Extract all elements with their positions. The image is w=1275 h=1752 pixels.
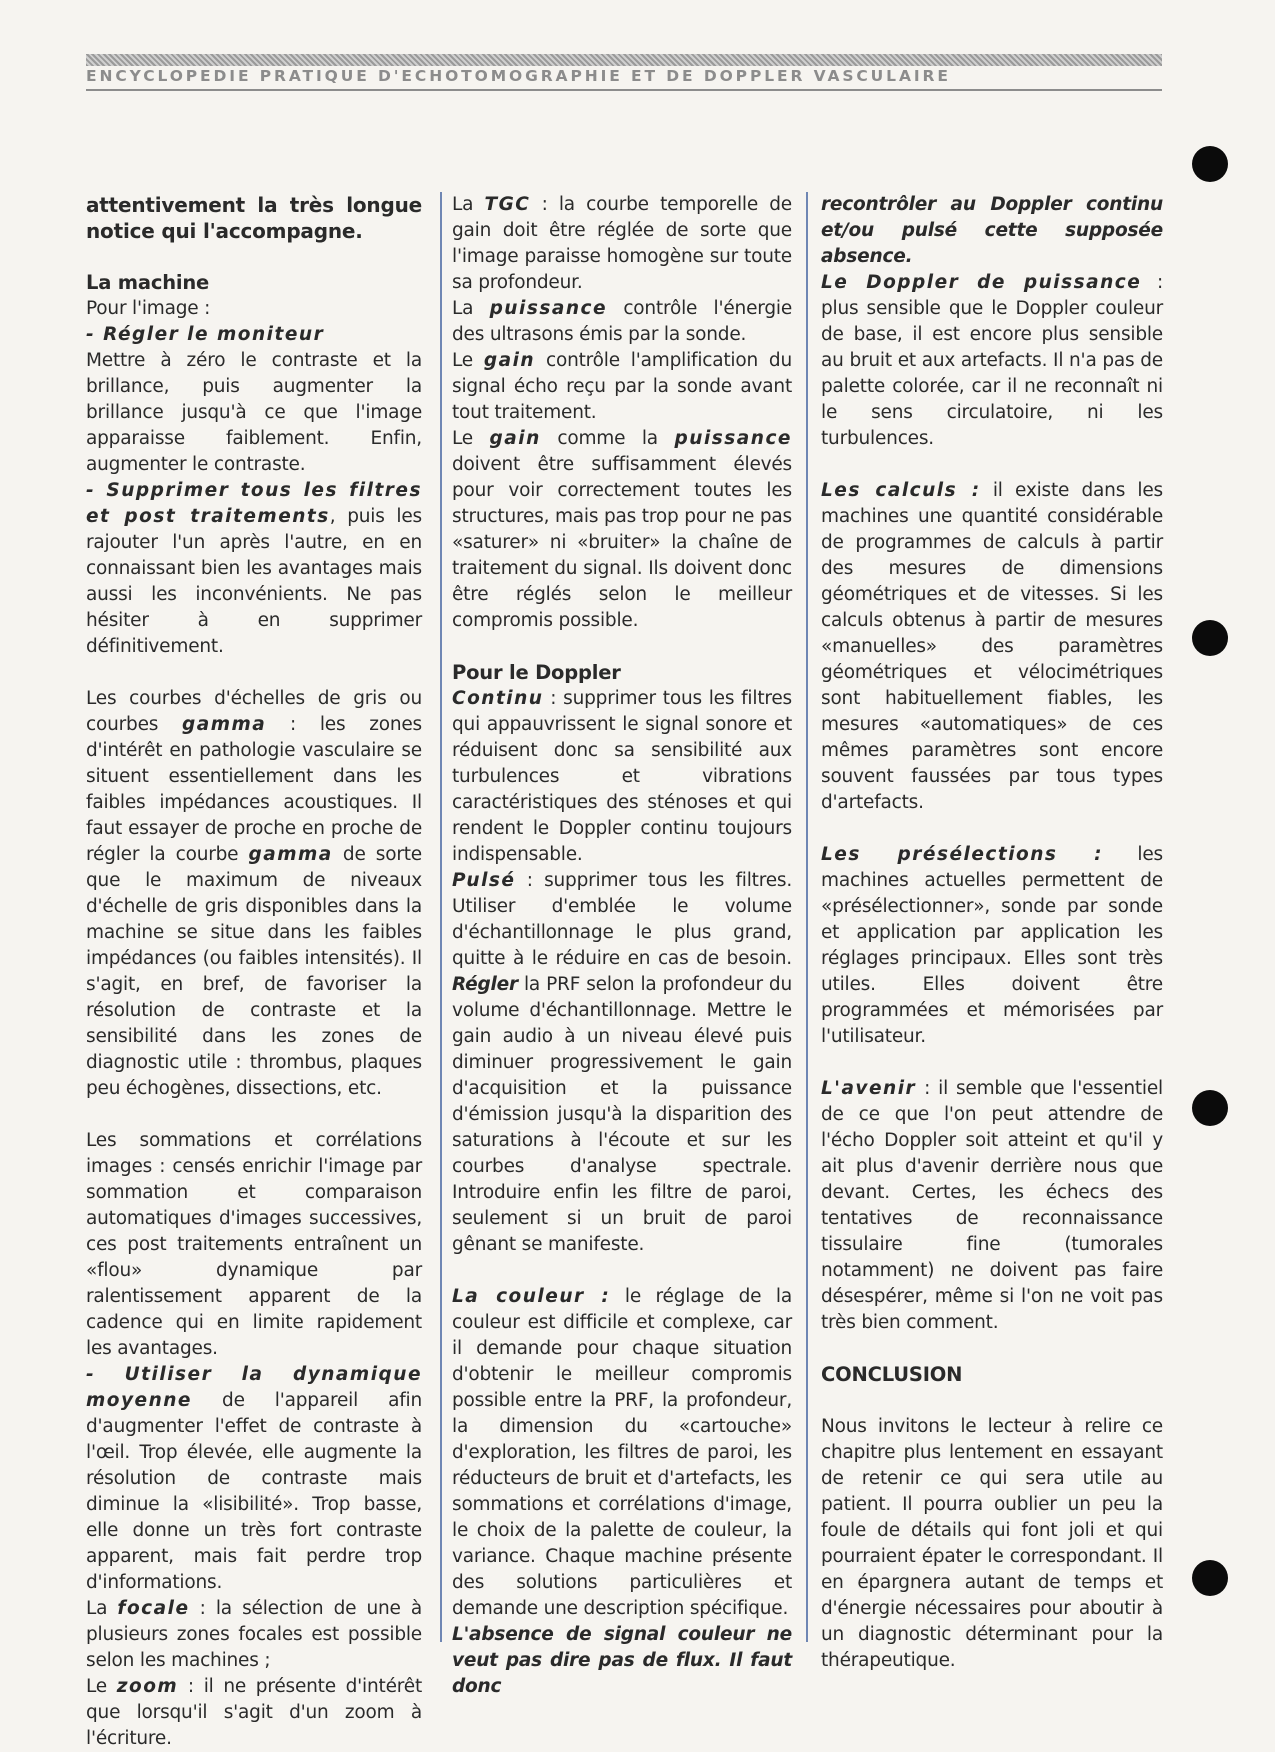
term-preselections: Les présélections : (821, 844, 1104, 865)
term-tgc: TGC (484, 194, 531, 215)
binder-hole-3 (1192, 1090, 1228, 1126)
gain-text-b: contrôle l'amplification du signal écho reçu par la sonde avant tout traitement. (452, 350, 792, 423)
focale-text-b: : la sélection de une à plusieurs zones focales est possible selon les machines ; (86, 1598, 422, 1671)
paragraph-filtres (86, 478, 422, 660)
preselections-text: les machines actuelles permettent de «présélectionner», sonde par sonde et application par application les réglages principaux. Elles sont très utiles. Elles doivent être programmées et mémorisées par l'utilisateur. (821, 844, 1163, 1047)
pulse-text-b: la PRF selon la profondeur du volume d'échantillonnage. Mettre le gain audio à un niveau élevé puis diminuer progressivement le gain d'acquisition et la puissance d'émission jusqu'à la disparition des saturations à l'écoute et sur les courbes d'analyse spectrale. Introduire enfin les filtre de paroi, seulement si un bruit de paroi gênant se manifeste. (452, 974, 792, 1255)
running-header: ENCYCLOPEDIE PRATIQUE D'ECHOTOMOGRAPHIE ET DE DOPPLER VASCULAIRE (86, 67, 951, 85)
term-dynamique: - Utiliser la dynamique moyenne (86, 1364, 422, 1411)
paragraph-focale (86, 1596, 422, 1674)
gp-text-b: comme la (540, 428, 675, 449)
term-gain: gain (483, 350, 536, 371)
paragraph-doppler-puissance (821, 270, 1163, 452)
paragraph-recontroler: recontrôler au Doppler continu et/ou pulsé cette supposée absence. (821, 194, 1163, 267)
gp-text-a: Le (452, 428, 490, 449)
paragraph-preselections (821, 842, 1163, 1050)
term-continu: Continu (452, 688, 544, 709)
paragraph-zoom (86, 1674, 422, 1752)
gain-text-a: Le (452, 350, 484, 371)
paragraph-sommations: Les sommations et corrélations images : censés enrichir l'image par sommation et comparaison automatiques d'images successives, ces post traitements entraînent un «flou» dynamique par ralentissement apparent de la cadence qui en limite rapidement les avantages. (86, 1130, 422, 1359)
gp-text-c: doivent être suffisamment élevés pour voir correctement toutes les structures, mais pas trop pour ne pas «saturer» ni «bruiter» la chaîne de traitement du signal. Ils doivent donc être réglés selon le meilleur compromis possible. (452, 454, 792, 631)
paragraph-moniteur: Mettre à zéro le contraste et la brillance, puis augmenter la brillance jusqu'à ce que l'image apparaisse faiblement. Enfin, augmenter le contraste. (86, 350, 422, 475)
header-rule (86, 89, 1162, 91)
image-intro: Pour l'image : (86, 298, 211, 319)
term-puissance-2: puissance (674, 428, 792, 449)
term-calculs: Les calculs : (821, 480, 981, 501)
couleur-text: le réglage de la couleur est difficile et complexe, car il demande pour chaque situation d'obtenir le meilleur compromis possible entre la PRF, la profondeur, la dimension du «cartouche» d'exploration, les filtres de paroi, les réducteurs de bruit et d'artefacts, les sommations et corrélations d'image, le choix de la palette de couleur, la variance. Chaque machine présente des solutions particulières et demande une description spécifique. (452, 1286, 792, 1619)
text-column-2 (452, 192, 792, 1700)
gamma-text-b: : les zones d'intérêt en pathologie vasculaire se situent essentiellement dans les faibles impédances acoustiques. Il faut essayer de proche en proche de régler la courbe (86, 714, 422, 865)
tgc-text-b: : la courbe temporelle de gain doit être réglée de sorte que l'image paraisse homogène sur toute sa profondeur. (452, 194, 792, 293)
term-puissance: puissance (489, 298, 608, 319)
paragraph-tgc (452, 192, 792, 296)
term-gain-2: gain (489, 428, 541, 449)
paragraph-pulse (452, 868, 792, 1258)
dynamique-text: de l'appareil afin d'augmenter l'effet de contraste à l'œil. Trop élevée, elle augmente la résolution de contraste mais diminue la «lisibilité». Trop basse, elle donne un très fort contraste apparent, mais fait perdre trop d'informations. (86, 1390, 422, 1593)
focale-text-a: La (86, 1598, 118, 1619)
lead-paragraph: attentivement la très longue notice qui l'accompagne. (86, 193, 422, 243)
binder-hole-2 (1192, 620, 1228, 656)
heading-machine: La machine (86, 271, 210, 294)
paragraph-gain-puissance (452, 426, 792, 634)
term-pulse: Pulsé (452, 870, 516, 891)
paragraph-dynamique (86, 1362, 422, 1596)
tgc-text-a: La (452, 194, 485, 215)
calculs-text: il existe dans les machines une quantité considérable de programmes de calculs à partir des mesures de dimensions géométriques et de vitesses. Si les calculs obtenus à partir de mesures «manuelles» des paramètres géométriques et vélocimétriques sont habituellement fiables, les mesures «automatiques» de ces mêmes paramètres sont encore souvent faussées par tous types d'artefacts. (821, 480, 1163, 813)
column-divider-2 (806, 192, 808, 1642)
zoom-text-b: : il ne présente d'intérêt que lorsqu'il s'agit d'un zoom à l'écriture. (86, 1676, 422, 1749)
binder-hole-4 (1192, 1560, 1228, 1596)
pulse-text-a: : supprimer tous les filtres. Utiliser d'emblée le volume d'échantillonnage le plus grand, quitte à le réduire en cas de besoin. (452, 870, 792, 969)
doppler-puissance-text: : plus sensible que le Doppler couleur de base, il est encore plus sensible au bruit et aux artefacts. Il n'a pas de palette colorée, car il ne reconnaît ni le sens circulatoire, ni les turbulences. (821, 272, 1163, 449)
term-gamma-2: gamma (248, 844, 333, 865)
zoom-text-a: Le (86, 1676, 117, 1697)
term-moniteur: - Régler le moniteur (86, 324, 325, 345)
term-couleur: La couleur : (452, 1286, 611, 1307)
gamma-text-c: de sorte que le maximum de niveaux d'échelle de gris disponibles dans la machine se situe dans les faibles impédances (ou faibles intensités). Il s'agit, en bref, de favoriser la résolution de contraste et la sensibilité dans les zones de diagnostic utile : thrombus, plaques peu échogènes, dissections, etc. (86, 844, 422, 1099)
term-avenir: L'avenir (821, 1078, 917, 1099)
heading-conclusion: CONCLUSION (821, 1363, 963, 1386)
avenir-text: : il semble que l'essentiel de ce que l'on peut attendre de l'écho Doppler soit atteint et qu'il y ait plus d'avenir derrière nous que devant. Certes, les échecs des tentatives de reconnaissance tissulaire fine (tumorales notamment) ne doivent pas faire désespérer, même si l'on ne voit pas très bien comment. (821, 1078, 1163, 1333)
puissance-text-a: La (452, 298, 490, 319)
puissance-text-b: contrôle l'énergie des ultrasons émis par la sonde. (452, 298, 792, 345)
binder-hole-1 (1192, 146, 1228, 182)
header-pattern-bar (86, 54, 1162, 66)
paragraph-continu (452, 686, 792, 868)
filtres-text: , puis les rajouter l'un après l'autre, en en connaissant bien les avantages mais aussi les inconvénients. Ne pas hésiter à en supprimer définitivement. (86, 506, 422, 657)
paragraph-gamma (86, 686, 422, 1102)
paragraph-calculs (821, 478, 1163, 816)
text-column-1 (86, 192, 422, 1752)
paragraph-couleur (452, 1284, 792, 1622)
term-gamma: gamma (181, 714, 267, 735)
paragraph-absence: L'absence de signal couleur ne veut pas dire pas de flux. Il faut donc (452, 1624, 792, 1697)
paragraph-conclusion: Nous invitons le lecteur à relire ce chapitre plus lentement en essayant de retenir ce qui sera utile au patient. Il pourra oublier un peu la foule de détails qui font joli et qui pourraient épater le correspondant. Il en épargnera autant de temps et d'énergie nécessaires pour aboutir à un diagnostic déterminant pour la thérapeutique. (821, 1416, 1163, 1671)
term-regler: Régler (452, 974, 518, 995)
term-focale: focale (117, 1598, 190, 1619)
term-doppler-puissance: Le Doppler de puissance (821, 272, 1142, 293)
term-zoom: zoom (116, 1676, 179, 1697)
paragraph-gain (452, 348, 792, 426)
text-column-3 (821, 192, 1163, 1674)
heading-doppler: Pour le Doppler (452, 661, 621, 684)
gamma-text-a: Les courbes d'échelles de gris ou courbes (86, 688, 422, 735)
paragraph-avenir (821, 1076, 1163, 1336)
continu-text: : supprimer tous les filtres qui appauvrissent le signal sonore et réduisent donc sa sensibilité aux turbulences et vibrations caractéristiques des sténoses et qui rendent le Doppler continu toujours indispensable. (452, 688, 792, 865)
paragraph-puissance (452, 296, 792, 348)
column-divider-1 (440, 192, 442, 1642)
term-filtres: - Supprimer tous les filtres et post traitements (86, 480, 422, 527)
